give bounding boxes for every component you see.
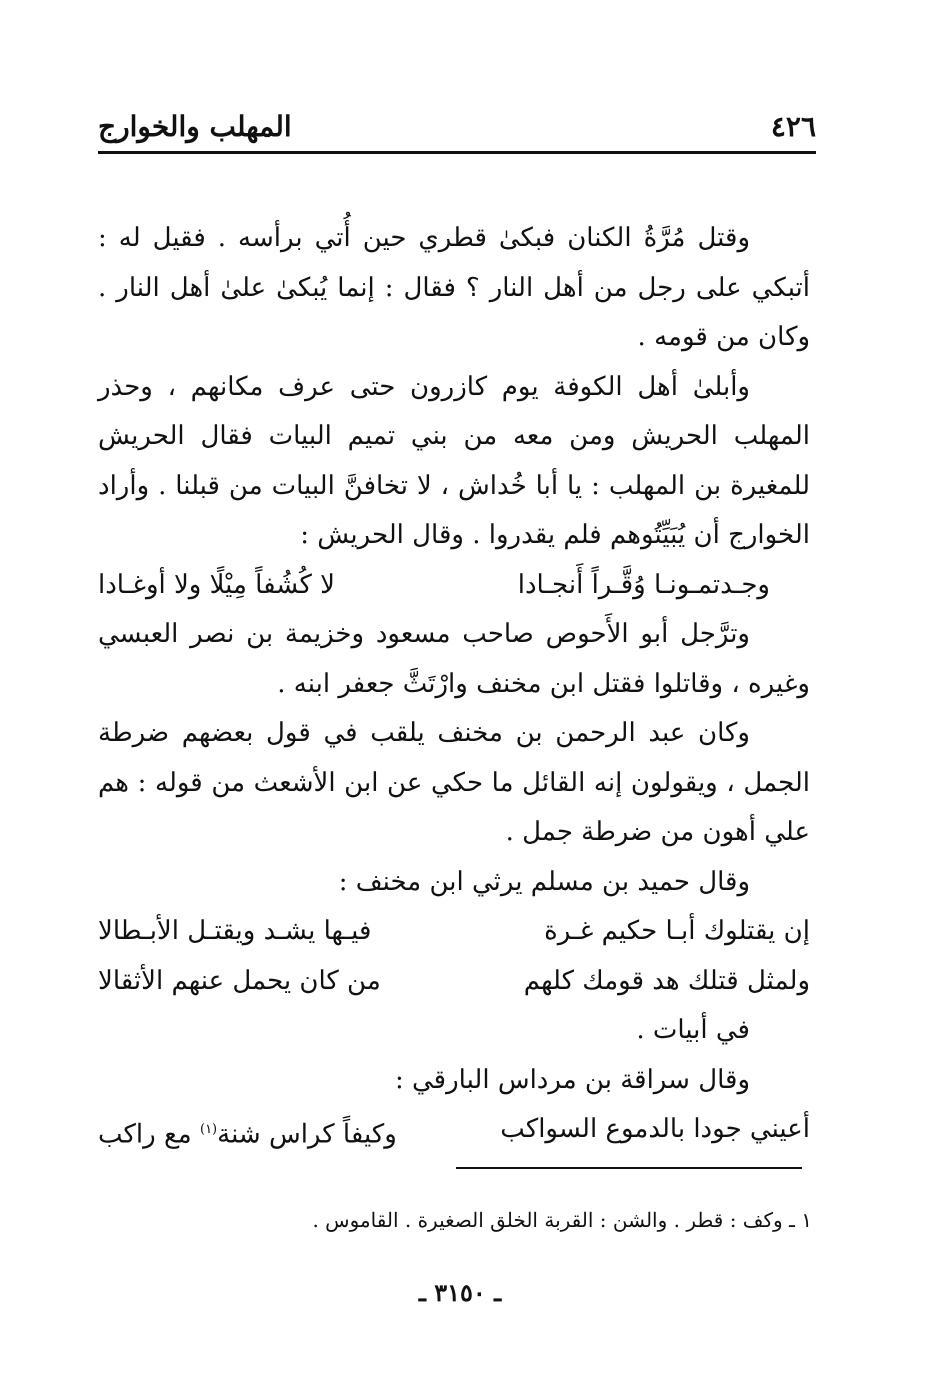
footnote-reference[interactable]: (١) (199, 1122, 218, 1137)
footnote-separator (456, 1167, 802, 1169)
verse-line (98, 957, 810, 1007)
verse-second-hemistich (98, 1105, 397, 1160)
paragraph: وقال سراقة بن مرداس البارقي : (394, 1064, 750, 1095)
verse-first-hemistich: أعيني جودا بالدموع السواكب (500, 1114, 810, 1144)
paragraph: في أبيات . (636, 1015, 750, 1045)
paragraph: وأبلىٰ أهل الكوفة يوم كازرون حتى عرف مكانهم ، وحذر المهلب الحريش ومن معه من بني تميم البيات فقال الحريش للمغيرة بن المهلب : يا أبا خُداش ، لا تخافنَّ البيات من قبلنا . وأراد الخوارج أن يُبَيِّتُوهم فلم يقدروا . وقال الحريش : (98, 371, 810, 550)
footnote: ١ ـ وكف : قطر . والشن : القربة الخلق الصغيرة . القاموس . (312, 1208, 812, 1232)
verse-second-hemistich: فيـها يشـد ويقتـل الأبـطالا (98, 916, 372, 946)
verse-line (98, 1105, 810, 1160)
paragraph: وقال حميد بن مسلم يرثي ابن مخنف : (338, 866, 750, 897)
page-header (98, 100, 816, 152)
verse-line (98, 907, 810, 957)
header-rule (98, 151, 816, 154)
verse-line (98, 561, 810, 611)
verse-second-hemistich: من كان يحمل عنهم الأثقالا (98, 965, 381, 996)
paragraph: وقتل مُرَّةُ الكنان فبكىٰ قطري حين أُتي برأسه . فقيل له : أتبكي على رجل من أهل النار ؟ فقال : إنما يُبكىٰ علىٰ أهل النار . وكان من قومه . (98, 223, 810, 352)
verse-text: مع راكب (98, 1119, 192, 1150)
verse-second-hemistich: لا كُشُفاً مِيْلًا ولا أوغـادا (98, 569, 335, 600)
paragraph: وترَّجل أبو الأَحوص صاحب مسعود وخزيمة بن نصر العبسي وغيره ، وقاتلوا فقتل ابن مخنف وارْتَثَّ جعفر ابنه . (98, 619, 810, 699)
paragraph: وكان عبد الرحمن بن مخنف يلقب في قول بعضهم ضرطة الجمل ، ويقولون إنه القائل ما حكي عن ابن الأشعث من قوله : هم علي أهون من ضرطة جمل . (98, 718, 810, 847)
page-number: ٤٢٦ (770, 110, 816, 143)
verse-first-hemistich: إن يقتلوك أبـا حكيم غـرة (544, 916, 810, 946)
body-text (98, 214, 810, 1160)
verse-first-hemistich: وجـدتمـونـا وُقَّـراً أَنجـادا (517, 569, 770, 600)
verse-first-hemistich: ولمثل قتلك هد قومك كلهم (523, 965, 810, 996)
folio-number: ـ ٣١٥٠ ـ (418, 1278, 502, 1307)
verse-text: وكيفاً كراس شنة (217, 1119, 397, 1150)
running-title: المهلب والخوارج (98, 110, 292, 143)
